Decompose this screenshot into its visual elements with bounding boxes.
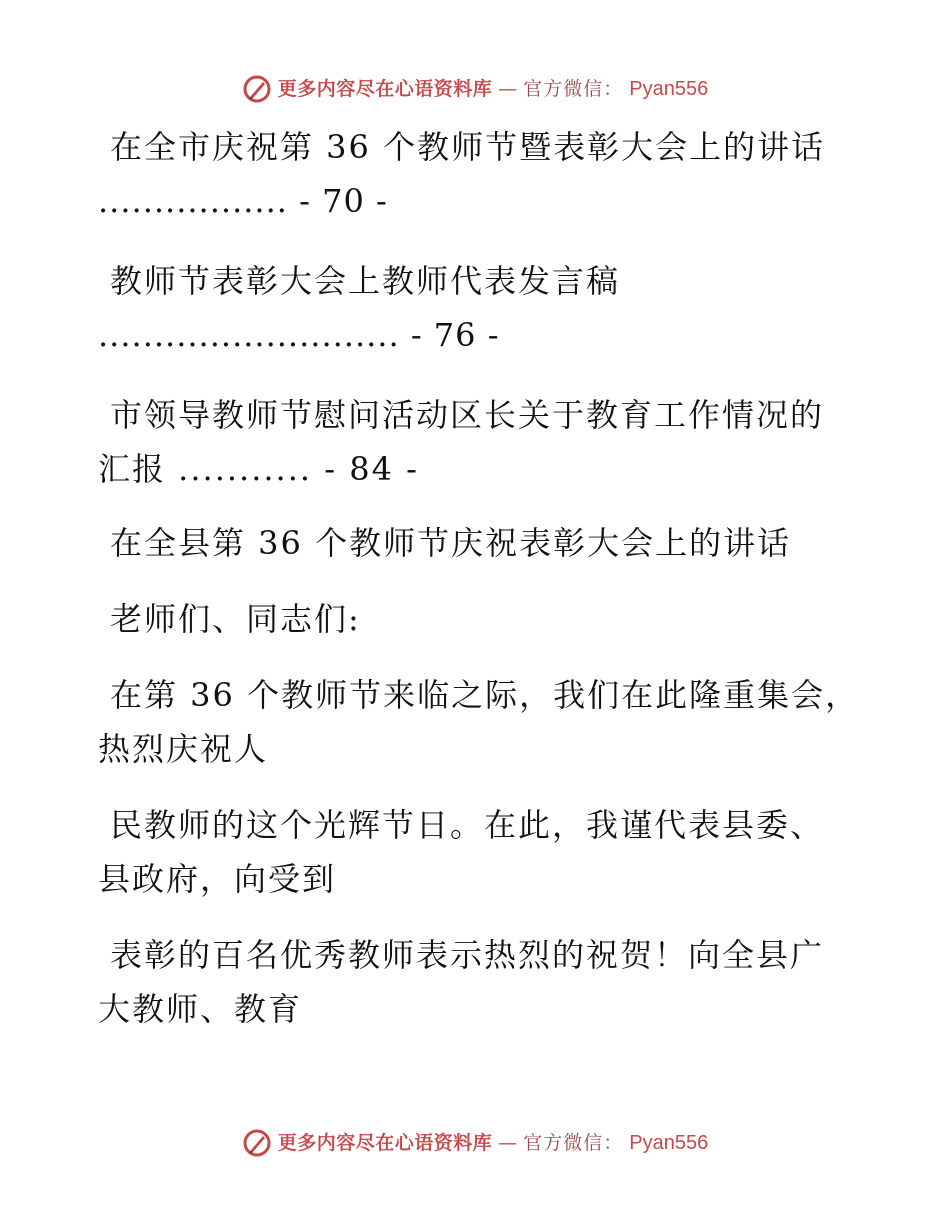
toc-entry-2-title: 教师节表彰大会上教师代表发言稿: [110, 262, 621, 300]
quill-ring-icon: [242, 1128, 272, 1158]
paragraph-2-line-1: 民教师的这个光辉节日。在此，我谨代表县委、: [110, 806, 825, 844]
watermark-wechat-id: Pyan556: [629, 1132, 709, 1154]
toc-entry-1-title: 在全市庆祝第 36 个教师节暨表彰大会上的讲话: [110, 128, 826, 166]
watermark-dash: —: [498, 1132, 518, 1154]
speech-salutation: 老师们、同志们:: [110, 600, 361, 638]
watermark-text: 更多内容尽在心语资料库: [277, 78, 493, 100]
speech-heading: 在全县第 36 个教师节庆祝表彰大会上的讲话: [110, 524, 792, 562]
paragraph-1-line-1: 在第 36 个教师节来临之际，我们在此隆重集会，: [110, 676, 860, 714]
toc-entry-3-title: 市领导教师节慰问活动区长关于教育工作情况的: [110, 396, 825, 434]
watermark-text: 更多内容尽在心语资料库: [277, 1132, 493, 1154]
header-watermark: [0, 74, 950, 104]
watermark-label: 官方微信：: [523, 78, 624, 100]
document-body: [98, 120, 858, 1036]
paragraph-3-line-1: 表彰的百名优秀教师表示热烈的祝贺！向全县广: [110, 936, 825, 974]
toc-entry-1-leader: ................. - 70 -: [98, 182, 388, 220]
paragraph-3-line-2: 大教师、教育: [98, 990, 303, 1028]
watermark-dash: —: [498, 78, 518, 100]
toc-entry-3-leader: 汇报 ........... - 84 -: [98, 450, 419, 488]
paragraph-2-line-2: 县政府，向受到: [98, 860, 337, 898]
toc-entry-2-leader: ........................... - 76 -: [98, 316, 500, 354]
quill-ring-icon: [242, 74, 272, 104]
watermark-label: 官方微信：: [523, 1132, 624, 1154]
watermark-wechat-id: Pyan556: [629, 78, 709, 100]
paragraph-1-line-2: 热烈庆祝人: [98, 730, 269, 768]
footer-watermark: [0, 1128, 950, 1158]
